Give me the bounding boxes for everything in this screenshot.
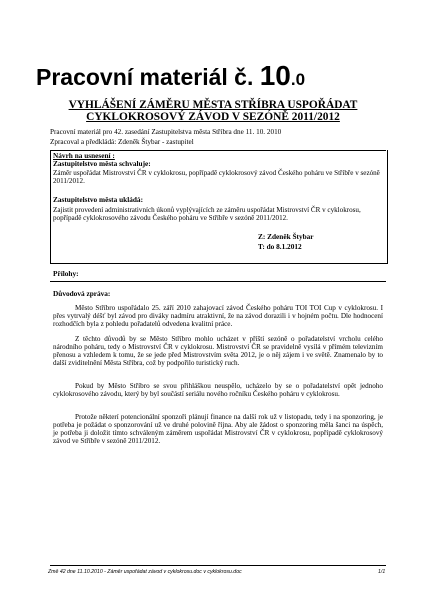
title-number: 10 [259,60,291,91]
attachments-label: Přílohy: [53,269,79,278]
responsible-person: Z: Zdeněk Štybar [258,232,314,241]
footer-filename: Změ 42 dne 11.10.2010 - Záměr uspořádat závod v cyklokrosu.doc v cyklokrosu.doc [48,569,242,575]
heading-line-2: CYKLOKROSOVÝ ZÁVOD V SEZÓNĚ 2011/2012 [86,111,340,123]
divider-middle [50,281,386,282]
title-prefix: Pracovní materiál č. [36,64,260,90]
deadline: T: do 8.1.2012 [258,242,302,251]
meta-author: Zpracoval a předkládá: Zdeněk Štybar - zastupitel [50,138,194,146]
footer-divider [50,565,386,566]
title-suffix: .0 [290,70,306,89]
report-paragraph-4: Protože některí potencionální sponzoři plánují finance na další rok už v listopadu, tedy i na sponzoring, je potřeba je požádat o sponzorování už ve druhé polovině října. Aby ale žádost o sponzoring měla šanci na úspěch, je potřeba ji doložit tímto schváleným záměrem uspořádat Mistrovství ČR v cyklokrosu, popřípadě cyklokrosový závod ve Stříbře v sezóně 2011/2012. [53,413,383,446]
orders-text: Zajistit provedení administrativních úkonů vyplývajících ze záměru uspořádat Mistrovství ČR v cyklokrosu, popřípadě cyklokrosového závodu Českého poháru ve Stříbře v sezóně 2011/2012. [53,206,361,223]
document-title [36,60,305,92]
report-paragraph-1: Město Stříbro uspořádalo 25. září 2010 zahajovací závod Českého poháru TOI TOI Cup v cyklokrosu. I přes vytrvalý déšť byl závod pro diváky nadmíru atraktivní, že na závod dorazili i v hojném počtu. Dle hodnocení rozhodčích byla z pohledu pořadatelů odvedena kvalitní práce. [53,304,383,329]
document-heading [58,99,368,123]
orders-label: Zastupitelstvo města ukládá: [53,195,144,204]
heading-line-1: VYHLÁŠENÍ ZÁMĚRU MĚSTA STŘÍBRA USPOŘÁDAT [68,99,358,111]
footer-page-number: 1/1 [378,569,386,575]
report-heading: Důvodová zpráva: [53,289,111,298]
report-paragraph-2: Z těchto důvodů by se Město Stříbro mohlo ucházet v příští sezóně o pořadatelství vrcholu celého národního poháru, tedy o Mistrovství ČR v cyklokrosu. Mistrovství ČR se pravidelně vysílá v přímém televizním přenosu a vzhledem k tomu, že se jede před Mistrovstvím světa 2012, je o něj zájem i ve světě. Znamenalo by to další zviditelnění Města Stříbra, což by podpořilo turistický ruch. [53,335,383,368]
report-paragraph-3: Pokud by Město Stříbro se svou přihláškou neuspělo, ucházelo by se o pořadatelství opět jednoho cyklokrosového závodu, který by byl součástí seriálu nového ročníku Českého poháru v cyklokrosu. [53,382,383,399]
resolution-heading: Návrh na usnesení : [53,151,115,160]
meta-session: Pracovní materiál pro 42. zasedání Zastupitelstva města Stříbra dne 11. 10. 2010 [50,128,282,136]
approves-text: Záměr uspořádat Mistrovství ČR v cyklokrosu, popřípadě cyklokrosový závod Českého poháru ve Stříbře v sezóně 2011/2012. [53,169,380,186]
approves-label: Zastupitelstvo města schvaluje: [53,159,151,168]
